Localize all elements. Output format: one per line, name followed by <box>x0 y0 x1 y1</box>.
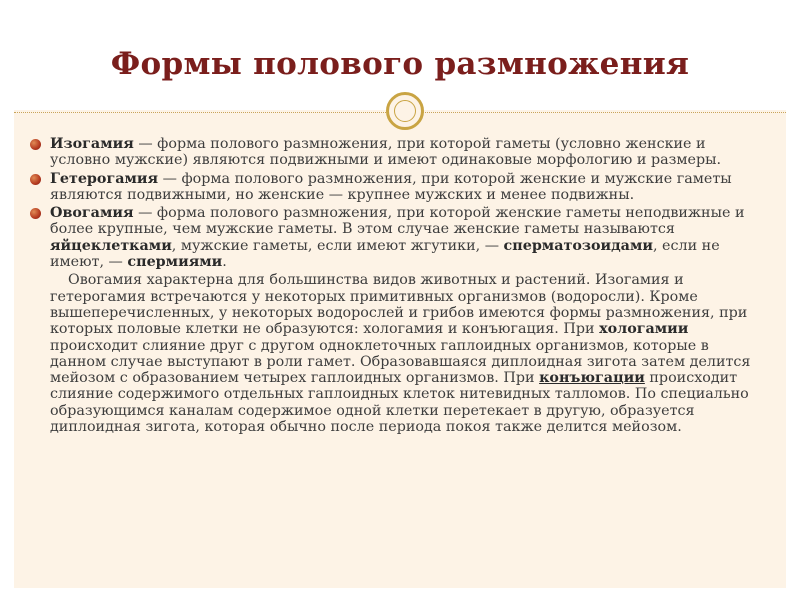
extra-text: Овогамия характерна для большинства видов животных и растений. Изогамия и гетерогамия встречаются у некоторых примитивных организмов (водоросли). Кроме вышеперечисленных, у некоторых водорослей и грибов имеются формы размножения, при которых половые клетки не образуются: хологамия и конъюгация. При <box>50 272 748 338</box>
slide-frame <box>14 10 786 588</box>
oogamy-text: — форма полового размножения, при которой женские гаметы неподвижные и более крупные, чем мужские гаметы. В этом случае женские гаметы называются <box>50 205 745 238</box>
extra-paragraph <box>28 272 768 435</box>
slide-title: Формы полового размножения <box>110 46 690 82</box>
hologamy-term: хологамии <box>599 321 689 338</box>
bullet-dot-icon <box>30 208 41 219</box>
bullet-dot-icon <box>30 174 41 185</box>
isogamy-text: — форма полового размножения, при которой гаметы (условно женские и условно мужские) являются подвижными и имеют одинаковые морфологию и размеры. <box>50 136 722 169</box>
spermatozoa-term: сперматозоидами <box>503 237 653 254</box>
egg-cells-term: яйцеклетками <box>50 237 172 254</box>
oogamy-paragraph <box>28 205 768 270</box>
bullet-dot-icon <box>30 139 41 150</box>
heterogamy-paragraph <box>28 171 768 204</box>
spermia-term: спермиями <box>127 254 223 271</box>
slide-body <box>28 136 768 435</box>
circle-ornament-icon <box>386 92 424 130</box>
oogamy-text: , если не имеют, — <box>50 237 720 271</box>
extra-text: происходит слияние содержимого отдельных гаплоидных клеток нитевидных талломов. По специально образующимся каналам содержимое одной клетки перетекает в другую, образуется диплоидная зигота, которая обычно после периода покоя также делится мейозом. <box>50 370 749 436</box>
oogamy-text: , мужские гаметы, если имеют жгутики, — <box>171 237 504 254</box>
isogamy-paragraph <box>28 136 768 169</box>
oogamy-text: . <box>222 254 227 271</box>
oogamy-term: Овогамия <box>50 205 134 222</box>
heterogamy-text: — форма полового размножения, при которой женские и мужские гаметы являются подвижными, но женские — крупнее мужских и менее подвижны. <box>50 170 732 203</box>
heterogamy-term: Гетерогамия <box>50 170 159 187</box>
extra-text: происходит слияние друг с другом одноклеточных гаплоидных организмов, которые в данном случае выступают в роли гамет. Образовавшаяся диплоидная зигота затем делится мейозом с образованием четырех гаплоидных организмов. При <box>50 337 751 387</box>
isogamy-term: Изогамия <box>50 136 134 152</box>
conjugation-term: конъюгации <box>539 370 645 387</box>
